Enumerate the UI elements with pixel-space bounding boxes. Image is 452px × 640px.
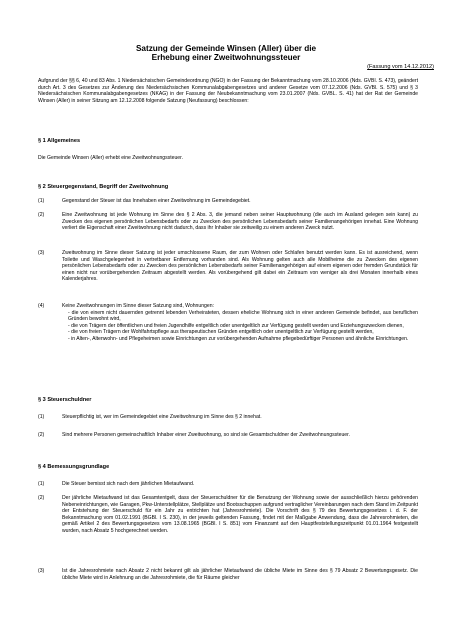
list-item: - die von Trägern der öffentlichen und freien Jugendhilfe entgeltlich oder unentgeltlich zur Verfügung gestellt werden und Erziehungszwecken dienen, xyxy=(68,322,404,329)
list-item: - die von freien Trägern der Wohlfahrtspflege aus therapeutischen Gründen entgeltlich oder unentgeltlich zur Verfügung gestellt werden, xyxy=(68,329,374,336)
paragraph-lead: Keine Zweitwohnungen im Sinne dieser Satzung sind, Wohnungen: xyxy=(62,303,214,309)
section-1-heading: § 1 Allgemeines xyxy=(38,138,81,144)
paragraph-text: Eine Zweitwohnung ist jede Wohnung im Sinne des § 2 Abs. 3, die jemand neben seiner Hauptwohnung (die auch im Ausland gelegen sein kann) zu Zwecken des eigenen persönlichen Lebensbedarfs oder zu Zwecken des persönlichen Lebensbedarfs seiner Familienangehörigen innehat. Eine Wohnung verliert die Eigenschaft einer Zweitwohnung nicht dadurch, dass ihr Inhaber sie zeitweilig zu einem anderen Zweck nutzt. xyxy=(62,212,418,232)
paragraph-number: (4) xyxy=(38,303,45,309)
paragraph-number: (1) xyxy=(38,198,45,204)
version-date: (Fassung vom 14.12.2012) xyxy=(367,64,434,70)
paragraph-number: (1) xyxy=(38,414,45,420)
paragraph-text: Steuerpflichtig ist, wer im Gemeindegebiet eine Zweitwohnung im Sinne des § 2 innehat. xyxy=(62,414,262,420)
preamble: Aufgrund der §§ 6, 40 und 83 Abs. 1 Niedersächsischen Gemeindeordnung (NGO) in der Fassung der Bekanntmachung vom 28.10.2006 (Nds. GVBl. S. 473), geändert durch Art. 3 des Gesetzes zur Änderung des Niedersächsischen Kommunalabgabengesetzes und anderer Gesetze vom 07.12.2006 (Nds. GVBl. S. 575) und § 3 Niedersächsischen Kommunalabgabengesetzes (NKAG) in der Fassung der Neubekanntmachung vom 23.01.2007 (Nds. GVBL. S. 41) hat der Rat der Gemeinde Winsen (Aller) in seiner Sitzung am 12.12.2008 folgende Satzung (Neufassung) beschlossen: xyxy=(38,78,418,104)
document-title-line-2: Erhebung einer Zweitwohnungssteuer xyxy=(151,53,301,62)
paragraph-text: Sind mehrere Personen gemeinschaftlich Inhaber einer Zweitwohnung, so sind sie Gesamtschuldner der Zweitwohnungssteuer. xyxy=(62,432,350,438)
section-2-heading: § 2 Steuergegenstand, Begriff der Zweitwohnung xyxy=(38,184,169,190)
section-3-heading: § 3 Steuerschuldner xyxy=(38,397,92,403)
paragraph-number: (1) xyxy=(38,481,45,487)
section-4-heading: § 4 Bemessungsgrundlage xyxy=(38,464,110,470)
paragraph-text: Der jährliche Mietaufwand ist das Gesamtentgelt, dass der Steuerschuldner für die Benutzung der Wohnung sowie der ausschließlich hierzu gehörenden Nebeneinrichtungen, wie Garagen, Pkw-Unterstellplätze, Stellplätze und Bootsschuppen aufgrund vertraglicher Vereinbarungen nach dem Stand im Zeitpunkt der Entstehung der Steuerschuld für ein Jahr zu entrichten hat (Jahresrohmiete). Die Vorschrift des § 79 des Bewertungsgesetzes i. d. F. der Bekanntmachung vom 01.02.1991 (BGBl. I S. 230), in der jeweils geltenden Fassung, findet mit der Maßgabe Anwendung, dass die Jahresrohmieten, die gemäß Artikel 2 des Bewertungsgesetzes vom 13.08.1965 (BGBl. I S. 851) vom Finanzamt auf den Hauptfeststellungszeitpunkt 01.01.1964 festgestellt wurden, nach Absatz 5 hochgerechnet werden. xyxy=(62,495,418,534)
paragraph-text: Die Steuer bemisst sich nach dem jährlichen Mietaufwand. xyxy=(62,481,195,487)
list-item: - die von einem nicht dauernden getrennt lebenden Verheirateten, dessen eheliche Wohnung sich in einer anderen Gemeinde befindet, aus beruflichen Gründen bewohnt wird, xyxy=(68,309,418,323)
paragraph-text: Gegenstand der Steuer ist das Innehaben einer Zweitwohnung im Gemeindegebiet. xyxy=(62,198,251,204)
paragraph-body xyxy=(62,303,418,343)
paragraph-number: (2) xyxy=(38,432,45,438)
section-1-text: Die Gemeinde Winsen (Aller) erhebt eine Zweitwohnungssteuer. xyxy=(38,155,183,161)
paragraph-text: Zweitwohnung im Sinne dieser Satzung ist jeder umschlossene Raum, der zum Wohnen oder Schlafen benutzt werden kann. Es ist ausreichend, wenn Toilette und Waschgelegenheit in vertretbarer Entfernung vorhanden sind. Als Wohnung gelten auch alle Mobilheime die zu Zwecken des eigenen persönlichen Lebensbedarfs oder zu Zwecken des persönlichen Lebensbedarfs seiner Familienangehörigen auf einem eigenen oder fremden Grundstück für einen nicht nur vorübergehenden Zeitraum abgestellt werden. Als vorübergehend gilt dabei ein Zeitraum von weniger als drei Monaten innerhalb eines Kalenderjahres. xyxy=(62,250,418,283)
paragraph-number: (3) xyxy=(38,568,45,574)
paragraph-number: (3) xyxy=(38,250,45,256)
paragraph-number: (2) xyxy=(38,212,45,218)
paragraph-number: (2) xyxy=(38,495,45,501)
document-title-line-1: Satzung der Gemeinde Winsen (Aller) über die xyxy=(135,44,317,53)
list-item: - in Alten-, Altenwohn- und Pflegeheimen sowie Einrichtungen zur vorübergehenden Aufnahme pflegebedürftiger Personen und ähnliche Einrichtungen. xyxy=(68,335,409,342)
paragraph-text: Ist die Jahresrohmiete nach Absatz 2 nicht bekannt gilt als jährlicher Mietaufwand die übliche Miete im Sinne des § 79 Absatz 2 Bewertungsgesetz. Die übliche Miete wird in Anlehnung an die Jahresrohmiete, die für Räume gleicher xyxy=(62,568,418,581)
